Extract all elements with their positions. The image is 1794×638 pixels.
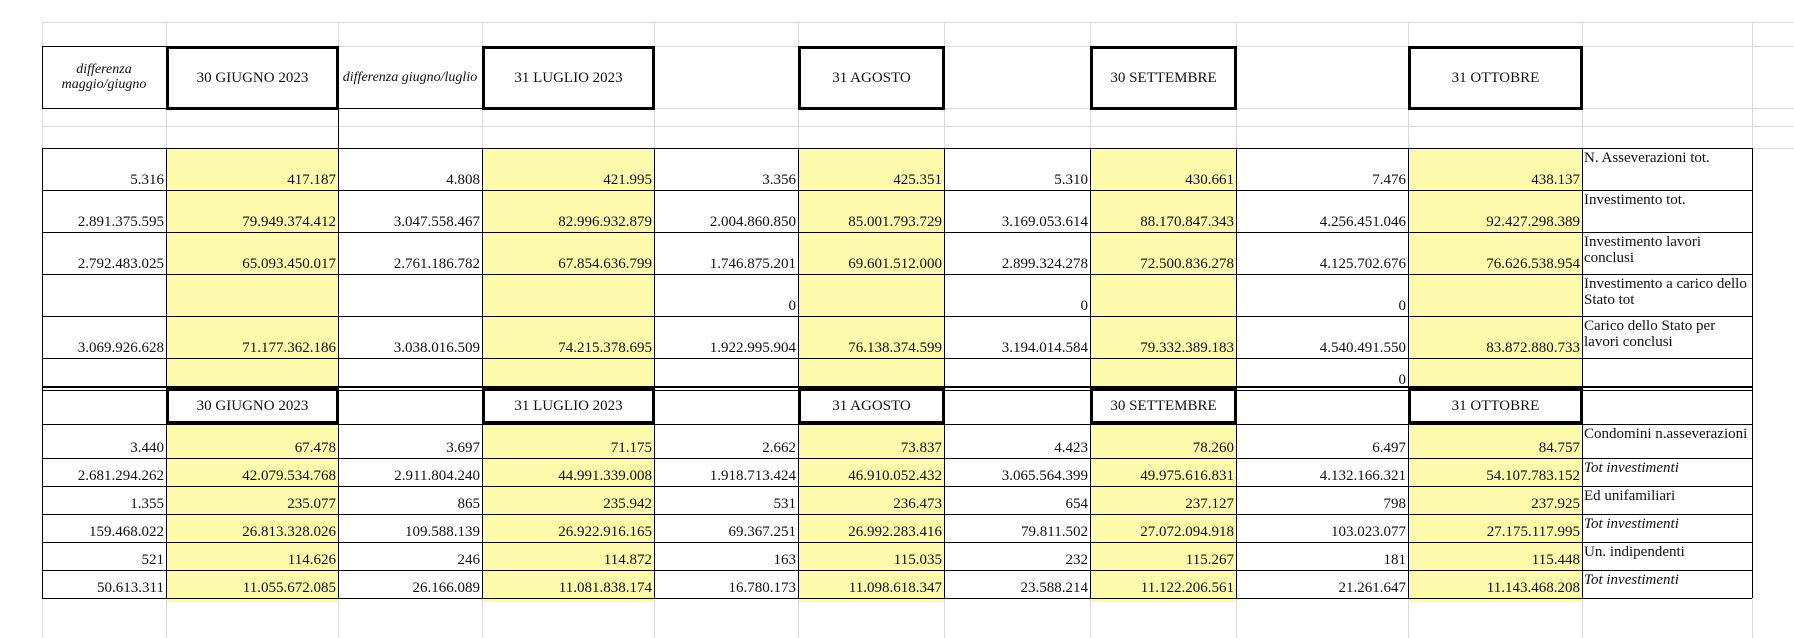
table-cell: 235.942 [603, 496, 652, 512]
table-cell: 23.588.214 [1020, 580, 1088, 596]
row-label: Tot investimenti [1584, 572, 1679, 588]
table-cell [42, 274, 166, 316]
table-cell: 2.891.375.595 [77, 214, 164, 230]
table-cell [1090, 274, 1236, 316]
table-cell: 865 [457, 496, 480, 512]
table-cell: 74.215.378.695 [558, 340, 652, 356]
row-label: Investimento a carico dello Stato tot [1584, 276, 1747, 308]
header-difference-june-july: differenza giugno/luglio [342, 69, 478, 85]
grid-line-horizontal [42, 126, 1794, 127]
table-cell: 5.316 [130, 172, 164, 188]
table-cell: 16.780.173 [728, 580, 796, 596]
table-cell: 3.356 [762, 172, 796, 188]
table-cell [166, 274, 338, 316]
table-cell: 72.500.836.278 [1140, 256, 1234, 272]
table-cell: 11.122.206.561 [1140, 580, 1234, 596]
table-cell: 44.991.339.008 [558, 468, 652, 484]
row-label: Investimento lavori conclusi [1584, 234, 1702, 266]
subheader-date-3: 30 SETTEMBRE [1090, 388, 1237, 424]
table-cell: 11.143.468.208 [1486, 580, 1580, 596]
table-cell: 2.911.804.240 [394, 468, 480, 484]
table-cell: 11.055.672.085 [242, 580, 336, 596]
table-cell [338, 274, 482, 316]
table-cell: 3.169.053.614 [1001, 214, 1088, 230]
table-cell: 79.332.389.183 [1140, 340, 1234, 356]
table-cell: 0 [1398, 372, 1406, 388]
row-label: Condomini n.asseverazioni [1584, 426, 1748, 442]
table-cell: 109.588.139 [405, 524, 480, 540]
table-cell: 115.035 [893, 552, 942, 568]
table-cell: 159.468.022 [89, 524, 164, 540]
table-cell: 7.476 [1372, 172, 1406, 188]
subheader-date-1: 31 LUGLIO 2023 [482, 388, 655, 424]
header-difference-may-june: differenza maggio/giugno [61, 62, 147, 92]
subheader-date-0: 30 GIUGNO 2023 [166, 388, 339, 424]
table-cell: 4.423 [1054, 440, 1088, 456]
table-cell: 67.854.636.799 [558, 256, 652, 272]
table-cell: 0 [1080, 298, 1088, 314]
table-cell: 246 [457, 552, 480, 568]
grid-line-horizontal [42, 22, 1794, 23]
table-cell: 237.925 [1531, 496, 1580, 512]
table-cell: 0 [788, 298, 796, 314]
table-cell: 3.047.558.467 [393, 214, 480, 230]
table-cell [654, 358, 798, 390]
subheader-date-2: 31 AGOSTO [798, 388, 945, 424]
table-cell: 69.601.512.000 [848, 256, 942, 272]
table-cell: 27.072.094.918 [1140, 524, 1234, 540]
table-cell [798, 358, 944, 390]
table-border-horizontal [42, 598, 1752, 599]
table-cell: 2.662 [762, 440, 796, 456]
table-cell: 4.132.166.321 [1319, 468, 1406, 484]
table-cell: 4.808 [446, 172, 480, 188]
table-cell: 65.093.450.017 [242, 256, 336, 272]
table-cell: 0 [1398, 298, 1406, 314]
table-cell: 84.757 [1538, 440, 1580, 456]
table-border-horizontal [42, 108, 166, 109]
table-cell: 21.261.647 [1338, 580, 1406, 596]
table-cell: 78.260 [1192, 440, 1234, 456]
table-cell: 654 [1065, 496, 1088, 512]
table-cell: 1.746.875.201 [709, 256, 796, 272]
table-cell: 27.175.117.995 [1486, 524, 1580, 540]
table-cell: 50.613.311 [97, 580, 164, 596]
table-cell: 235.077 [287, 496, 336, 512]
table-cell: 69.367.251 [728, 524, 796, 540]
header-date-1: 31 LUGLIO 2023 [482, 46, 655, 110]
table-cell: 71.177.362.186 [242, 340, 336, 356]
table-cell: 1.355 [130, 496, 164, 512]
table-cell: 92.427.298.389 [1486, 214, 1580, 230]
table-cell: 79.811.502 [1021, 524, 1088, 540]
table-cell: 11.098.618.347 [848, 580, 942, 596]
table-cell: 54.107.783.152 [1486, 468, 1580, 484]
table-cell: 2.681.294.262 [77, 468, 164, 484]
table-cell: 3.440 [130, 440, 164, 456]
table-cell: 3.194.014.584 [1001, 340, 1088, 356]
row-label: Carico dello Stato per lavori conclusi [1584, 318, 1716, 350]
table-cell: 82.996.932.879 [558, 214, 652, 230]
table-cell: 3.065.564.399 [1001, 468, 1088, 484]
table-cell: 88.170.847.343 [1140, 214, 1234, 230]
table-cell: 798 [1383, 496, 1406, 512]
table-cell [338, 358, 482, 390]
table-cell: 67.478 [294, 440, 336, 456]
table-cell: 3.038.016.509 [393, 340, 480, 356]
table-cell: 181 [1383, 552, 1406, 568]
table-cell: 425.351 [893, 172, 942, 188]
table-cell: 417.187 [287, 172, 336, 188]
header-date-3: 30 SETTEMBRE [1090, 46, 1237, 110]
table-cell: 521 [141, 552, 164, 568]
row-label: Tot investimenti [1584, 516, 1679, 532]
table-cell: 2.761.186.782 [393, 256, 480, 272]
table-cell [482, 358, 654, 390]
table-cell [482, 274, 654, 316]
table-cell: 2.004.860.850 [709, 214, 796, 230]
table-cell: 26.166.089 [412, 580, 480, 596]
table-cell: 5.310 [1054, 172, 1088, 188]
table-cell [944, 358, 1090, 390]
table-cell: 4.256.451.046 [1319, 214, 1406, 230]
row-label: Ed unifamiliari [1584, 488, 1676, 504]
table-cell: 115.448 [1531, 552, 1580, 568]
table-cell: 76.138.374.599 [848, 340, 942, 356]
table-cell: 85.001.793.729 [848, 214, 942, 230]
table-cell: 46.910.052.432 [848, 468, 942, 484]
table-cell: 73.837 [900, 440, 942, 456]
table-cell: 76.626.538.954 [1486, 256, 1580, 272]
table-cell [1408, 358, 1582, 390]
table-cell: 4.540.491.550 [1319, 340, 1406, 356]
table-cell: 237.127 [1185, 496, 1234, 512]
table-cell: 1.922.995.904 [709, 340, 796, 356]
table-cell: 421.995 [603, 172, 652, 188]
table-cell: 2.899.324.278 [1001, 256, 1088, 272]
table-cell: 114.872 [603, 552, 652, 568]
table-cell: 115.267 [1185, 552, 1234, 568]
table-cell: 26.922.916.165 [558, 524, 652, 540]
table-cell: 26.813.328.026 [242, 524, 336, 540]
row-label: Investimento tot. [1584, 192, 1686, 208]
table-cell [166, 358, 338, 390]
table-cell: 83.872.880.733 [1486, 340, 1580, 356]
table-cell: 79.949.374.412 [242, 214, 336, 230]
table-border-vertical [338, 108, 339, 148]
table-cell: 26.992.283.416 [848, 524, 942, 540]
header-date-4: 31 OTTOBRE [1408, 46, 1583, 110]
table-cell: 114.626 [287, 552, 336, 568]
table-cell: 3.069.926.628 [77, 340, 164, 356]
table-cell: 71.175 [610, 440, 652, 456]
table-cell: 6.497 [1372, 440, 1406, 456]
table-cell: 163 [773, 552, 796, 568]
table-cell: 42.079.534.768 [242, 468, 336, 484]
table-cell: 438.137 [1531, 172, 1580, 188]
table-cell: 1.918.713.424 [709, 468, 796, 484]
table-border-vertical [1752, 148, 1753, 598]
table-cell [1408, 274, 1582, 316]
table-cell: 531 [773, 496, 796, 512]
table-cell: 11.081.838.174 [558, 580, 652, 596]
row-label: N. Asseverazioni tot. [1584, 150, 1710, 166]
table-cell [42, 358, 166, 390]
row-label: Un. indipendenti [1584, 544, 1685, 560]
header-date-0: 30 GIUGNO 2023 [166, 46, 339, 110]
table-cell: 430.661 [1185, 172, 1234, 188]
table-cell: 49.975.616.831 [1140, 468, 1234, 484]
table-cell: 4.125.702.676 [1319, 256, 1406, 272]
header-date-2: 31 AGOSTO [798, 46, 945, 110]
table-cell: 232 [1065, 552, 1088, 568]
table-cell: 103.023.077 [1331, 524, 1406, 540]
table-cell: 2.792.483.025 [77, 256, 164, 272]
table-cell: 3.697 [446, 440, 480, 456]
row-label: Tot investimenti [1584, 460, 1679, 476]
subheader-date-4: 31 OTTOBRE [1408, 388, 1583, 424]
table-cell: 236.473 [893, 496, 942, 512]
table-cell [798, 274, 944, 316]
table-cell [1090, 358, 1236, 390]
table-border-horizontal [338, 108, 482, 109]
